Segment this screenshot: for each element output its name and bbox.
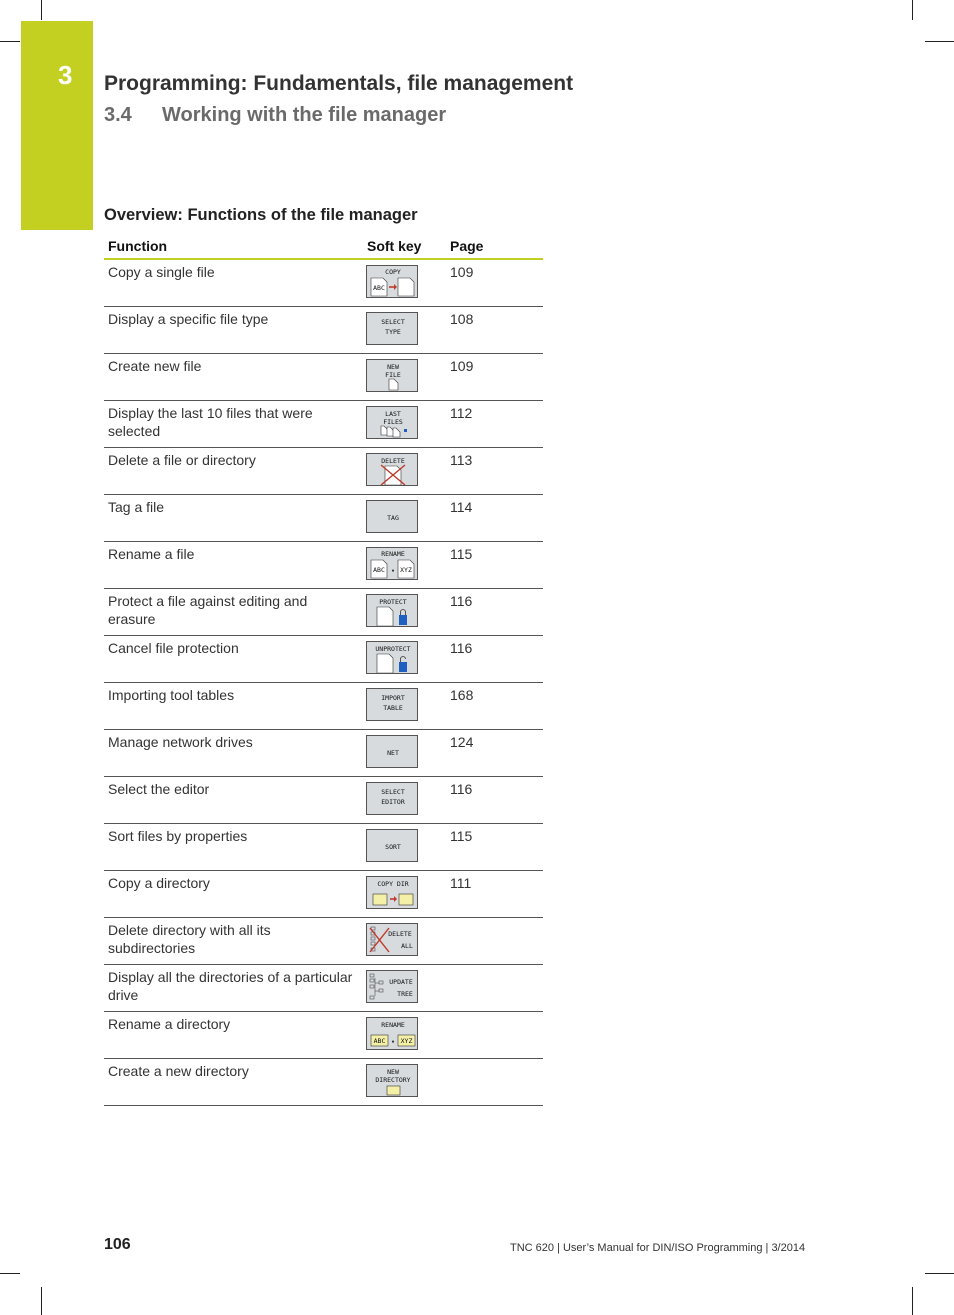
section-number: 3.4 <box>104 104 132 126</box>
softkey-text: LAST <box>385 410 401 418</box>
table-row <box>104 918 543 965</box>
function-cell: Display the last 10 files that were selected <box>108 405 313 439</box>
crop-mark <box>0 1273 20 1274</box>
page-cell: 112 <box>450 405 473 421</box>
overview-heading: Overview: Functions of the file manager <box>104 206 418 224</box>
softkey-text: UPDATE <box>389 978 413 986</box>
table-row <box>104 495 543 542</box>
table-row <box>104 354 543 401</box>
softkey-text: DELETE <box>388 930 412 938</box>
softkey-text: UNPROTECT <box>375 645 411 653</box>
softkey-text: PROTECT <box>379 598 407 606</box>
function-cell: Create new file <box>108 358 202 374</box>
function-cell: Importing tool tables <box>108 687 235 703</box>
crop-mark <box>41 1287 42 1315</box>
svg-text:●: ● <box>391 568 395 574</box>
page-cell: 114 <box>450 499 473 515</box>
softkey-text: COPY DIR <box>377 880 409 888</box>
page-cell: 116 <box>450 781 473 797</box>
page-cell: 115 <box>450 546 473 562</box>
softkey-text: SELECT <box>381 788 405 796</box>
column-header-page: Page <box>450 238 484 254</box>
softkey-protect-icon <box>366 594 418 627</box>
table-row <box>104 777 543 824</box>
function-cell: Copy a single file <box>108 264 215 280</box>
softkey-text: DELETE <box>381 457 405 465</box>
page-cell: 113 <box>450 452 473 468</box>
softkey-text2-icon <box>366 312 418 345</box>
function-cell: Tag a file <box>108 499 165 515</box>
softkey-text: TREE <box>397 990 413 998</box>
crop-mark <box>0 41 20 42</box>
table-row <box>104 730 543 777</box>
softkey-text: ABC <box>373 566 385 574</box>
softkey-copy-dir-icon <box>366 876 418 909</box>
footer-text: TNC 620 | User’s Manual for DIN/ISO Programming | 3/2014 <box>510 1242 806 1254</box>
softkey-text: TYPE <box>385 328 401 336</box>
function-cell: Sort files by properties <box>108 828 248 844</box>
softkey-text: SORT <box>385 843 401 851</box>
page-cell: 168 <box>450 687 474 703</box>
table-header <box>104 236 543 260</box>
table-row <box>104 542 543 589</box>
softkey-delete-icon <box>366 453 418 486</box>
svg-text:●: ● <box>391 1039 395 1045</box>
table-row <box>104 871 543 918</box>
softkey-text: TAG <box>387 514 399 522</box>
function-cell: Cancel file protection <box>108 640 239 656</box>
softkey-text: IMPORT <box>381 694 405 702</box>
softkey-text: ABC <box>373 1037 386 1045</box>
function-cell: Select the editor <box>108 781 210 797</box>
softkey-delete-all-icon <box>366 923 418 956</box>
page-cell: 111 <box>450 875 472 891</box>
function-cell: Protect a file against editing and erasure <box>108 593 308 627</box>
softkey-text: RENAME <box>381 1021 405 1029</box>
softkey-text2-icon <box>366 782 418 815</box>
softkey-text: FILE <box>385 371 401 379</box>
function-cell: Rename a file <box>108 546 195 562</box>
page-cell: 115 <box>450 828 473 844</box>
section-title-text: Working with the file manager <box>162 104 447 126</box>
softkey-text: DIRECTORY <box>375 1076 411 1084</box>
crop-mark <box>925 1273 954 1274</box>
function-cell: Rename a directory <box>108 1016 231 1032</box>
softkey-copy-file-icon <box>366 265 418 298</box>
functions-table <box>104 236 543 1106</box>
table-row <box>104 1012 543 1059</box>
chapter-title: Programming: Fundamentals, file management <box>104 72 574 95</box>
softkey-text: TABLE <box>383 704 403 712</box>
table-row <box>104 589 543 636</box>
softkey-rename-dir-icon <box>366 1017 418 1050</box>
table-row <box>104 448 543 495</box>
softkey-text: FILES <box>383 418 403 426</box>
softkey-text: NEW <box>387 1068 399 1076</box>
softkey-text: EDITOR <box>381 798 405 806</box>
section-title <box>104 104 446 127</box>
page-number: 106 <box>104 1236 131 1253</box>
table-row <box>104 824 543 871</box>
softkey-new-dir-icon <box>366 1064 418 1097</box>
softkey-text: COPY <box>385 268 401 276</box>
column-header-function: Function <box>108 238 168 254</box>
softkey-text1-icon <box>366 500 418 533</box>
function-cell: Delete directory with all its subdirectories <box>108 922 271 956</box>
table-row <box>104 636 543 683</box>
table-row <box>104 683 543 730</box>
page-cell: 124 <box>450 734 474 750</box>
table-row <box>104 401 543 448</box>
page-cell: 108 <box>450 311 474 327</box>
column-header-softkey: Soft key <box>367 238 422 254</box>
chapter-tab <box>21 21 93 230</box>
softkey-text: RENAME <box>381 550 405 558</box>
function-cell: Display a specific file type <box>108 311 269 327</box>
softkey-text2-icon <box>366 688 418 721</box>
table-row <box>104 1059 543 1106</box>
function-cell: Create a new directory <box>108 1063 249 1079</box>
softkey-rename-file-icon <box>366 547 418 580</box>
table-row <box>104 307 543 354</box>
function-cell: Delete a file or directory <box>108 452 256 468</box>
table-row <box>104 260 543 307</box>
page-cell: 109 <box>450 358 474 374</box>
chapter-number: 3 <box>58 60 73 90</box>
page-cell: 116 <box>450 640 473 656</box>
softkey-text: ALL <box>401 942 413 950</box>
table-body <box>104 260 543 1106</box>
crop-mark <box>41 0 42 20</box>
softkey-text1-icon <box>366 735 418 768</box>
softkey-new-file-icon <box>366 359 418 392</box>
softkey-text: ABC <box>373 284 385 292</box>
softkey-text: XYZ <box>400 1037 413 1045</box>
page-cell: 109 <box>450 264 474 280</box>
softkey-text: SELECT <box>381 318 405 326</box>
softkey-unprotect-icon <box>366 641 418 674</box>
page-cell: 116 <box>450 593 473 609</box>
softkey-last-files-icon <box>366 406 418 439</box>
softkey-text: NEW <box>387 363 399 371</box>
crop-mark <box>925 41 954 42</box>
softkey-text: NET <box>387 749 399 757</box>
softkey-text1-icon <box>366 829 418 862</box>
function-cell: Copy a directory <box>108 875 210 891</box>
softkey-text: XYZ <box>400 566 412 574</box>
function-cell: Manage network drives <box>108 734 253 750</box>
function-cell: Display all the directories of a particular drive <box>108 969 353 1003</box>
table-row <box>104 965 543 1012</box>
crop-mark <box>912 1287 913 1315</box>
softkey-update-tree-icon <box>366 970 418 1003</box>
crop-mark <box>912 0 913 20</box>
